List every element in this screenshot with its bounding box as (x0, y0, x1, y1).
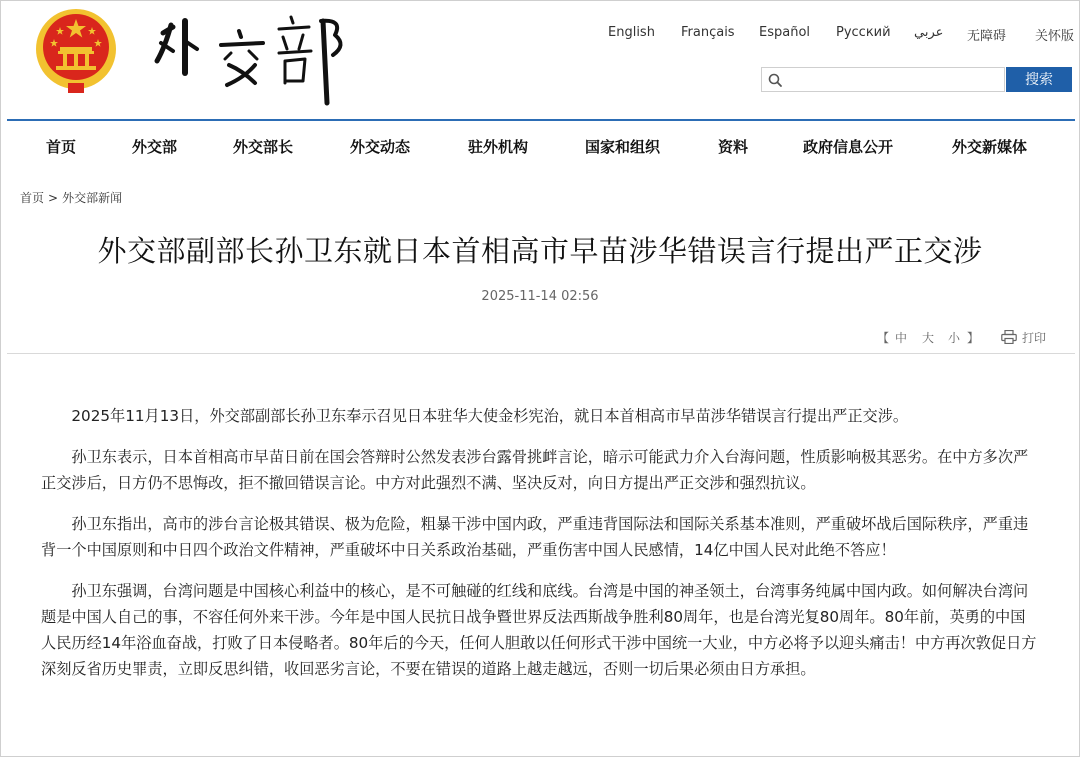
nav-item-missions-abroad[interactable]: 驻外机构 (468, 138, 529, 156)
breadcrumb (20, 189, 126, 206)
font-size-medium-button[interactable]: 中 (895, 331, 908, 345)
breadcrumb-current[interactable]: 外交部新闻 (62, 191, 123, 205)
search-icon (767, 72, 783, 88)
article-paragraph: 孙卫东表示，日本首相高市早苗日前在国会答辩时公然发表涉台露骨挑衅言论，暗示可能武力介入台海问题，性质影响极其恶劣。在中方多次严正交涉后，日方仍不思悔改，拒不撤回错误言论。中方对此强烈不满、坚决反对，向日方提出严正交涉和强烈抗议。 (41, 448, 1029, 492)
site-header (1, 1, 1079, 119)
care-mode-link[interactable]: 关怀版 (1035, 29, 1075, 44)
ministry-calligraphy-logo (151, 7, 351, 107)
font-size-small-button[interactable]: 小 (948, 331, 961, 345)
article-paragraph: 2025年11月13日，外交部副部长孙卫东奉示召见日本驻华大使金杉宪治，就日本首相高市早苗涉华错误言行提出严正交涉。 (71, 407, 909, 425)
lang-link-english[interactable]: English (608, 25, 655, 40)
search-input[interactable] (786, 70, 1002, 91)
article-date: 2025-11-14 02:56 (481, 289, 599, 304)
nav-item-home[interactable]: 首页 (46, 138, 77, 156)
font-size-large-button[interactable]: 大 (922, 331, 935, 345)
article-title: 外交部副部长孙卫东就日本首相高市早苗涉华错误言行提出严正交涉 (97, 234, 983, 268)
font-size-bracket-open: 【 (877, 331, 890, 345)
article-body (41, 403, 1039, 697)
lang-link-french[interactable]: Français (681, 25, 735, 40)
lang-link-arabic[interactable]: عربي (914, 25, 944, 40)
print-icon[interactable] (1001, 330, 1017, 344)
main-nav (1, 121, 1079, 169)
nav-item-government-information[interactable]: 政府信息公开 (803, 138, 894, 156)
lang-link-russian[interactable]: Русский (836, 25, 891, 40)
nav-item-new-media[interactable]: 外交新媒体 (952, 138, 1028, 156)
national-emblem-logo[interactable] (34, 7, 118, 95)
accessibility-link[interactable]: 无障碍 (967, 29, 1007, 44)
breadcrumb-separator: > (48, 191, 59, 205)
nav-item-countries-organizations[interactable]: 国家和组织 (585, 138, 661, 156)
print-link[interactable]: 打印 (1022, 331, 1047, 345)
nav-item-diplomatic-news[interactable]: 外交动态 (350, 138, 411, 156)
font-size-bracket-close: 】 (967, 331, 980, 345)
lang-link-spanish[interactable]: Español (759, 25, 811, 40)
nav-item-ministry[interactable]: 外交部 (132, 138, 178, 156)
content-divider (7, 353, 1075, 354)
search-button[interactable]: 搜索 (1006, 67, 1072, 92)
search-box (761, 67, 1005, 92)
nav-item-resources[interactable]: 资料 (718, 138, 749, 156)
nav-item-minister[interactable]: 外交部长 (233, 138, 294, 156)
breadcrumb-home[interactable]: 首页 (20, 191, 45, 205)
article-paragraph: 孙卫东强调，台湾问题是中国核心利益中的核心，是不可触碰的红线和底线。台湾是中国的神圣领土，台湾事务纯属中国内政。如何解决台湾问题是中国人自己的事，不容任何外来干涉。今年是中国人民抗日战争暨世界反法西斯战争胜利80周年，也是台湾光复80周年。80年前，英勇的中国人民历经14年浴血奋战，打败了日本侵略者。80年后的今天，任何人胆敢以任何形式干涉中国统一大业，中方必将予以迎头痛击！中方再次敦促日方深刻反省历史罪责，立即反思纠错，收回恶劣言论，不要在错误的道路上越走越远，否则一切后果必须由日方承担。 (41, 582, 1037, 678)
article-paragraph: 孙卫东指出，高市的涉台言论极其错误、极为危险，粗暴干涉中国内政，严重违背国际法和国际关系基本准则，严重破坏战后国际秩序，严重违背一个中国原则和中日四个政治文件精神，严重破坏中日关系政治基础，严重伤害中国人民感情，14亿中国人民对此绝不答应！ (41, 515, 1029, 559)
